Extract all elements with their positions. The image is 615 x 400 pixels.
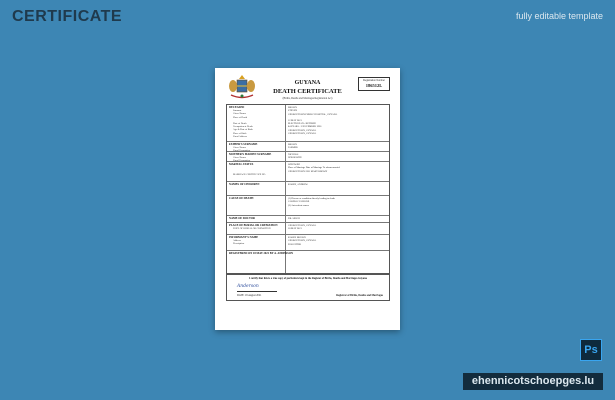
field-value: FARMER	[288, 146, 298, 150]
certification-text: I certify that this is a true copy of particulars kept in the Register of Births, Deaths and Marriages Guyana	[249, 277, 367, 280]
section-title: DECEASED	[229, 106, 245, 109]
country-name: GUYANA	[294, 80, 321, 86]
field-value: 84 YEARS - 3 NOVEMBER 1936	[288, 125, 322, 129]
field-value: BROWN	[288, 106, 297, 110]
field-value: GEORGETOWN PUBLIC HOSPITAL, GUYANA	[288, 112, 338, 116]
photoshop-icon: Ps	[580, 339, 602, 361]
form-section	[227, 250, 389, 274]
form-section	[227, 105, 389, 141]
document-title: DEATH CERTIFICATE	[273, 88, 342, 95]
field-label: Occupation at Death	[233, 125, 253, 129]
form-section	[227, 195, 389, 216]
field-value: GEORGETOWN, GUYANA	[288, 131, 317, 135]
field-label: Address	[233, 239, 241, 243]
field-value: 12 MAY 2021	[288, 119, 302, 122]
field-label: Place of Death	[233, 115, 248, 119]
field-value: (1) Disease or condition directly leading to death	[288, 197, 335, 201]
field-label: Surname	[233, 109, 242, 113]
certificate-form	[226, 104, 390, 274]
tagline: fully editable template	[515, 11, 603, 21]
field-label: DATE OF BURIAL OR CREMATION	[233, 227, 271, 231]
field-value: Place of Marriage Date of Marriage To whom married	[288, 166, 340, 170]
field-value: DAUGHTER	[288, 242, 302, 246]
registrar-signature: Anderson	[237, 284, 259, 289]
field-value: GEORGETOWN, GUYANA	[288, 239, 317, 243]
field-label: Given Names	[233, 112, 247, 116]
site-watermark: ehennicotschoepges.lu	[463, 373, 603, 390]
section-title: CAUSE OF DEATH	[229, 197, 254, 200]
section-title: FATHER'S SURNAME	[229, 143, 258, 146]
field-label: Usual Occupation	[233, 149, 251, 153]
field-label: MARRIAGE CERTIFICATE NO.	[233, 172, 266, 176]
brand-title: CERTIFICATE	[12, 8, 123, 25]
field-value: STEVEN	[288, 109, 298, 113]
form-section	[227, 161, 389, 182]
registration-box	[358, 77, 390, 91]
section-title: INFORMANT'S NAME	[229, 236, 259, 239]
field-value: CARDIAC FAILURE	[288, 200, 310, 204]
registrar-title: Registrar of Births, Deaths and Marriages	[336, 294, 383, 297]
field-value: NICHOLS	[288, 153, 299, 157]
section-title: PLACE OF BURIAL OR CREMATION	[229, 224, 278, 227]
section-title: NAME OF DOCTOR	[229, 217, 255, 220]
field-label: Description	[233, 242, 245, 246]
certificate-document	[215, 68, 400, 330]
field-value: GEORGETOWN 1961 MARY BROWN	[288, 169, 328, 173]
field-label: Date of Death	[233, 122, 247, 125]
section-title: REGISTERED ON 18 MAY 2021 BY A. ANDERSON	[229, 252, 294, 255]
certification-date: DATE: 18 August 2021	[237, 294, 262, 297]
field-value: WIDOWED	[288, 163, 300, 167]
field-label: Given Names	[233, 146, 247, 150]
field-value: 18 MAY 2021	[288, 227, 302, 231]
field-value: KAREN BROWN	[288, 236, 306, 240]
field-value: (2) Antecedent causes	[288, 203, 309, 207]
field-value: ELECTRICIAN - RETIRED	[288, 122, 316, 126]
field-value: KAREN, ANDREW	[288, 183, 308, 186]
certification-box	[226, 274, 390, 301]
field-label: Given Names	[233, 156, 247, 160]
form-section	[227, 234, 389, 251]
field-label: Usual Occupation	[233, 159, 251, 163]
document-subtitle: (Births, Deaths and Marriages Registration Act)	[282, 97, 333, 100]
field-label: Usual Address	[233, 134, 247, 138]
field-value: GEORGETOWN, GUYANA	[288, 128, 317, 132]
field-value: BROWN	[288, 143, 297, 147]
section-title: NAMES OF CHILDREN	[229, 183, 260, 186]
section-title: MARITAL STATUS	[229, 163, 254, 166]
field-value: DR. SINGH	[288, 217, 300, 220]
field-value: GEORGETOWN, GUYANA	[288, 224, 317, 228]
registration-label: Registration Number	[363, 79, 385, 82]
section-title: MOTHER'S MAIDEN SURNAME	[229, 153, 272, 156]
form-section	[227, 181, 389, 196]
registration-number: 186512L	[365, 83, 383, 88]
field-value: HOUSEWIFE	[288, 156, 302, 160]
signature-line	[237, 291, 277, 292]
field-label: Place of Birth	[233, 131, 247, 135]
field-label: Age & Date of Birth	[233, 128, 253, 132]
